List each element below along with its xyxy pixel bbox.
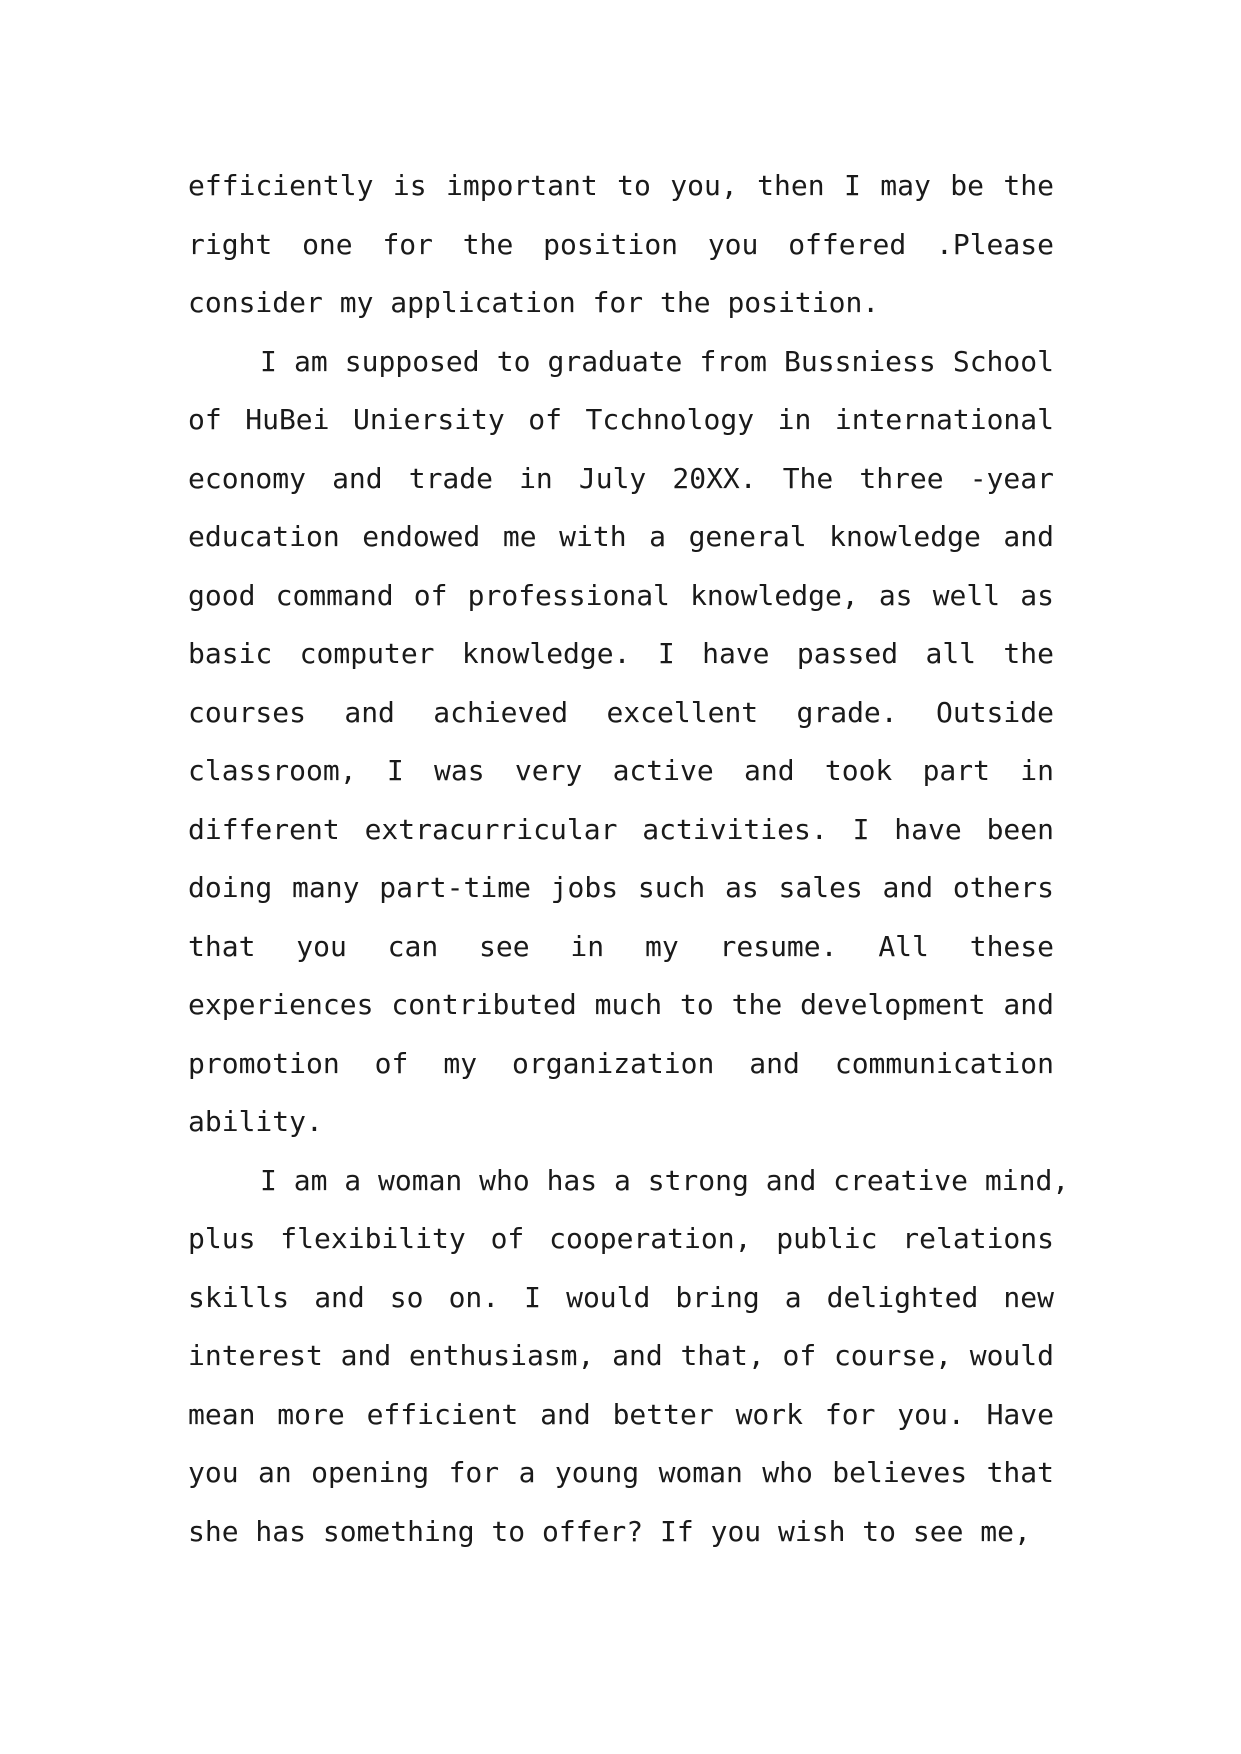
paragraph-1-line-1: efficiently is important to you, then I may be the <box>188 169 1054 202</box>
paragraph-2-line-7: courses and achieved excellent grade. Outside <box>188 695 1054 729</box>
paragraph-3-line-4: interest and enthusiasm, and that, of course, would <box>188 1339 1054 1372</box>
paragraph-2-line-5: good command of professional knowledge, as well as <box>188 578 1054 612</box>
paragraph-1-line-2: right one for the position you offered .Please <box>188 227 1054 261</box>
paragraph-3-line-7: she has something to offer? If you wish to see me, <box>188 1514 1031 1548</box>
paragraph-3-line-6: you an opening for a young woman who believes that <box>188 1456 1054 1489</box>
paragraph-1-line-3: consider my application for the position. <box>188 286 880 319</box>
paragraph-2-line-12: experiences contributed much to the development and <box>188 988 1054 1021</box>
paragraph-3-line-2: plus flexibility of cooperation, public relations <box>188 1222 1054 1255</box>
paragraph-2-line-9: different extracurricular activities. I have been <box>188 812 1054 846</box>
paragraph-2-line-6: basic computer knowledge. I have passed all the <box>188 637 1054 670</box>
paragraph-2-line-2: of HuBei Uniersity of Tcchnology in international <box>188 403 1054 436</box>
letter-body <box>188 157 1070 1561</box>
paragraph-2-line-10: doing many part-time jobs such as sales and others <box>188 871 1054 904</box>
paragraph-2-line-3: economy and trade in July 20XX. The three -year <box>188 461 1054 495</box>
paragraph-2-line-4: education endowed me with a general knowledge and <box>188 520 1054 553</box>
paragraph-2-line-8: classroom, I was very active and took part in <box>188 754 1054 787</box>
paragraph-3-line-5: mean more efficient and better work for you. Have <box>188 1397 1054 1431</box>
paragraph-3-line-3: skills and so on. I would bring a delighted new <box>188 1280 1054 1314</box>
paragraph-2-line-1: I am supposed to graduate from Bussniess School <box>260 344 1054 378</box>
paragraph-2-line-14: ability. <box>188 1105 323 1138</box>
paragraph-3-line-1: I am a woman who has a strong and creative mind, <box>260 1163 1070 1197</box>
paragraph-2-line-11: that you can see in my resume. All these <box>188 929 1054 963</box>
paragraph-2-line-13: promotion of my organization and communication <box>188 1046 1054 1080</box>
